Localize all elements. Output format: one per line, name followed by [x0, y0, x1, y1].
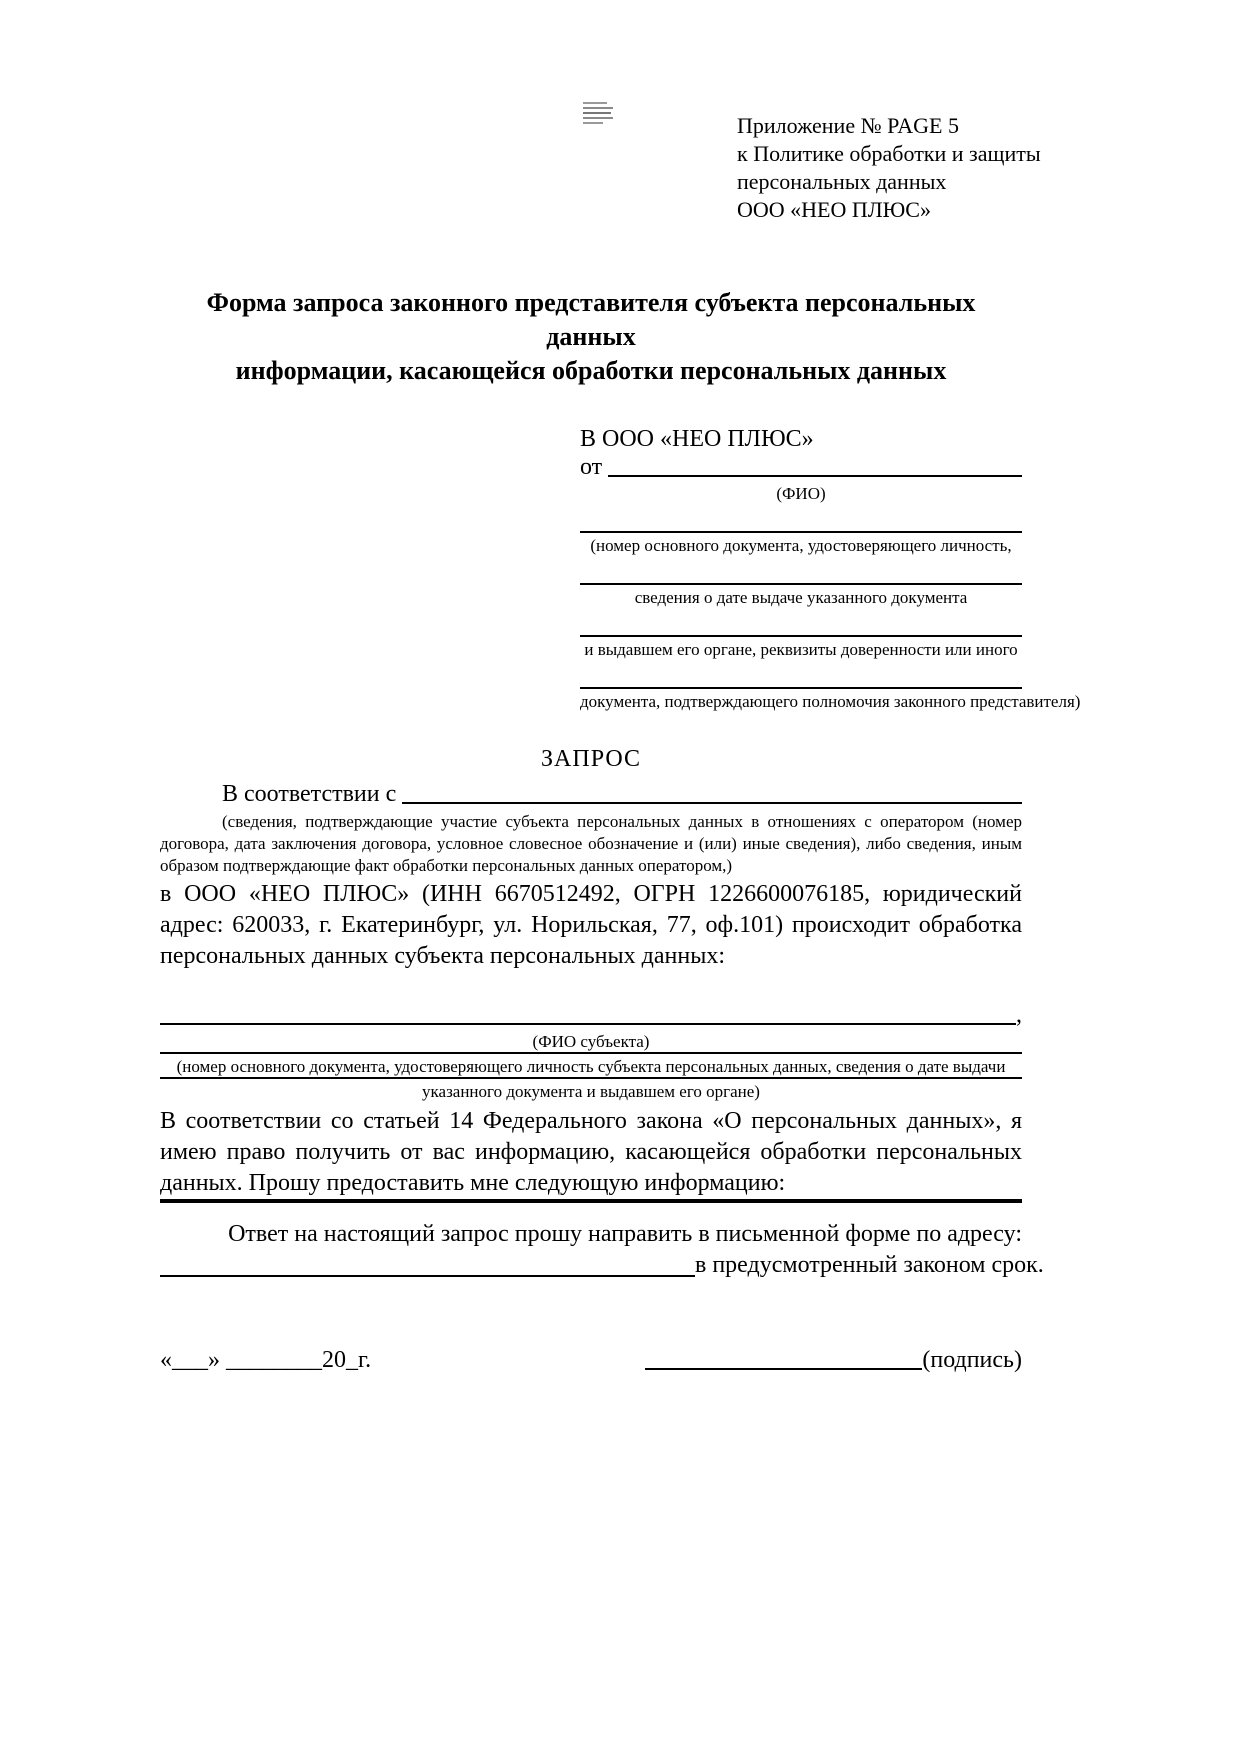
operator-paragraph: в ООО «НЕО ПЛЮС» (ИНН 6670512492, ОГРН 1226600076185, юридический адрес: 620033, г. Екатеринбург, ул. Норильская, 77, оф.101) происходит обработка персональных данных субъекта персональных данных: — [160, 881, 1022, 969]
subject-fio-line — [160, 1002, 1022, 1029]
doc-powers-blank-line — [580, 687, 1022, 689]
reply-term-line — [160, 1250, 1044, 1281]
from-line — [580, 454, 1022, 481]
form-title-line1: Форма запроса законного представителя субъекта персональных данных — [206, 288, 976, 351]
form-title — [160, 286, 1022, 388]
doc-issue-date-blank-line — [580, 583, 1022, 585]
appendix-policy-line2: персональных данных — [737, 169, 947, 194]
reply-term-text: в предусмотренный законом срок. — [695, 1252, 1044, 1278]
fio-caption: (ФИО) — [776, 484, 826, 503]
law-paragraph: В соответствии со статьей 14 Федерального закона «О персональных данных», я имею право получить от вас информацию, касающейся обработки персональных данных. Прошу предоставить мне следующую информацию: — [160, 1108, 1022, 1196]
subject-fio-comma: , — [1016, 1002, 1022, 1028]
date-line: «___» ________20_г. — [160, 1347, 372, 1373]
signature-group — [645, 1347, 1022, 1374]
accordance-label: В соответствии с — [222, 781, 397, 807]
subject-doc-caption2: указанного документа и выдавшем его органе) — [422, 1082, 760, 1101]
doc-powers-caption: документа, подтверждающего полномочия законного представителя) — [580, 692, 1081, 711]
form-title-line2: информации, касающейся обработки персональных данных — [235, 356, 947, 385]
appendix-policy-line: к Политике обработки и защиты — [737, 141, 1041, 166]
appendix-header — [737, 0, 1242, 224]
accordance-blank-line — [402, 802, 1022, 804]
doc-number-caption: (номер основного документа, удостоверяющего личность, — [590, 536, 1012, 555]
fio-blank-line — [608, 475, 1022, 477]
reply-address-blank-line — [160, 1275, 695, 1277]
subject-doc-caption1: (номер основного документа, удостоверяющего личность субъекта персональных данных, сведения о дате выдачи — [176, 1057, 1006, 1076]
appendix-org-line: ООО «НЕО ПЛЮС» — [737, 197, 931, 222]
addressee-org: В ООО «НЕО ПЛЮС» — [580, 426, 814, 452]
signature-blank-line — [645, 1368, 922, 1370]
subject-doc-authority-blank-line — [160, 1077, 1022, 1079]
from-label: от — [580, 454, 603, 480]
doc-issue-date-caption: сведения о дате выдаче указанного документа — [634, 588, 968, 607]
accordance-line — [160, 781, 1022, 808]
signature-caption: (подпись) — [922, 1347, 1022, 1373]
subject-doc-blank-line — [160, 1052, 1022, 1054]
doc-number-blank-line — [580, 531, 1022, 533]
subject-fio-blank-line — [160, 1023, 1016, 1025]
request-heading: ЗАПРОС — [541, 746, 641, 772]
doc-authority-caption: и выдавшем его органе, реквизиты доверенности или иного — [584, 640, 1018, 659]
requested-info-blank-line-2 — [160, 1201, 1022, 1203]
reply-address-line: Ответ на настоящий запрос прошу направить в письменной форме по адресу: — [228, 1221, 1022, 1247]
addressee-block — [580, 424, 1081, 712]
date-signature-row — [160, 1347, 1022, 1374]
subject-fio-caption: (ФИО субъекта) — [532, 1032, 650, 1051]
accordance-footnote: (сведения, подтверждающие участие субъекта персональных данных в отношениях с оператором (номер договора, дата заключения договора, условное словесное обозначение и (или) иные сведения), либо сведения, иным образом подтверждающие факт обработки персональных данных оператором,) — [160, 812, 1022, 875]
doc-authority-blank-line — [580, 635, 1022, 637]
appendix-number-line: Приложение № PAGE 5 — [737, 113, 959, 138]
embedded-object-icon — [583, 102, 613, 126]
